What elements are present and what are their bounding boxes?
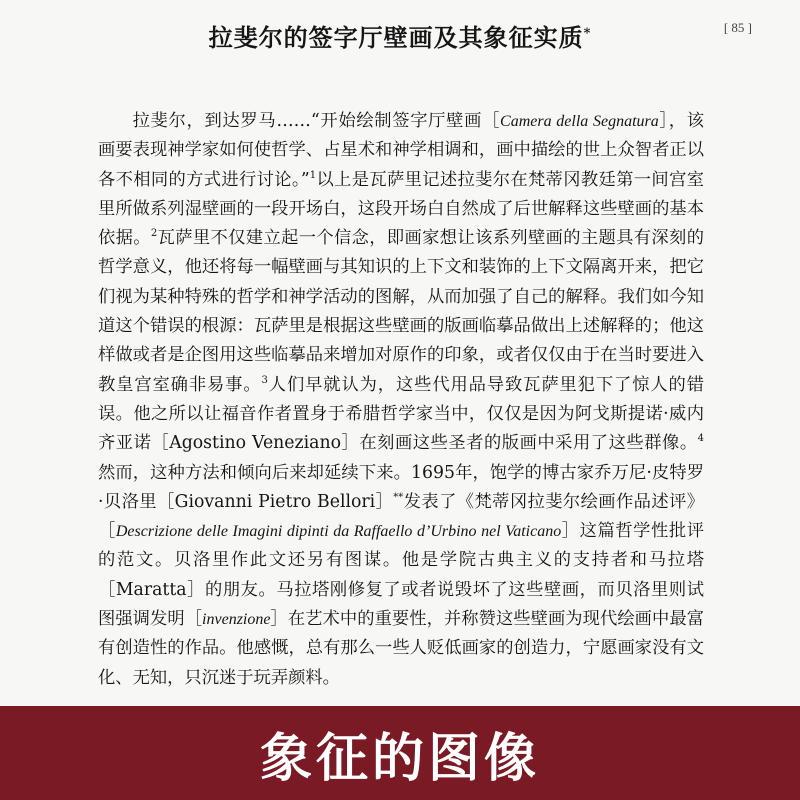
italic-term: Camera della Segnatura bbox=[500, 113, 659, 130]
footnote-ref: ** bbox=[393, 492, 404, 504]
article-body bbox=[98, 107, 704, 693]
text-run: ］这篇哲学性批评的范文。贝洛里作此文还另有图谋。他是学院古典主义的支持者和马拉塔［Maratta］的朋友。马拉塔刚修复了或者说毁坏了这些壁画，而贝洛里则试图强调发明［ bbox=[98, 521, 704, 630]
text-run: 以上是瓦萨里记述拉斐尔在梵蒂冈教廷第一间宫室里所做系列湿壁画的一段开场白，这段开场白自然成了后世解释这些壁画的基本依据。 bbox=[98, 169, 704, 249]
article-paragraph bbox=[98, 107, 704, 693]
italic-term: invenzione bbox=[202, 611, 271, 629]
text-run: 人们早就认为，这些代用品导致瓦萨里犯下了惊人的错误。他之所以让福音作者置身于希腊哲学家当中，仅仅是因为阿戈斯提诺·威内齐亚诺［Agostino Veneziano］在刻画这些圣者的版画中采用了这些群像。 bbox=[98, 374, 704, 454]
banner-title: 象征的图像 bbox=[259, 728, 540, 789]
title-text: 拉斐尔的签字厅壁画及其象征实质 bbox=[208, 23, 584, 52]
page-number: [ 85 ] bbox=[723, 20, 752, 35]
footnote-ref: 3 bbox=[261, 374, 268, 386]
italic-term: Descrizione delle Imagini dipinti da Raffaello d’Urbino nel Vaticano bbox=[115, 523, 562, 541]
text-run: ］，该画要表现神学家如何使哲学、占星术和神学相调和，画中描绘的世上众智者正以各不相同的方式进行讨论。” bbox=[98, 111, 704, 190]
text-run: 发表了《梵蒂冈拉斐尔绘画作品述评》［ bbox=[98, 491, 704, 542]
footnote-ref: 1 bbox=[309, 169, 317, 181]
bottom-banner bbox=[0, 706, 800, 800]
footnote-ref: 4 bbox=[697, 433, 704, 445]
text-run: ］在艺术中的重要性，并称赞这些壁画为现代绘画中最富有创造性的作品。他感慨，总有那么一些人贬低画家的创造力，宁愿画家没有文化、无知，只沉迷于玩弄颜料。 bbox=[98, 609, 704, 688]
page-title bbox=[0, 18, 800, 53]
text-run: 拉斐尔，到达罗马……“开始绘制签字厅壁画［ bbox=[132, 111, 501, 131]
footnote-ref: 2 bbox=[150, 228, 158, 240]
title-footnote-mark: * bbox=[583, 26, 592, 41]
text-run: 瓦萨里不仅建立起一个信念，即画家想让该系列壁画的主题具有深刻的哲学意义，他还将每一幅壁画与其知识的上下文和装饰的上下文隔离开来，把它们视为某种特殊的哲学和神学活动的图解，从而加强了自己的解释。我们如今知道这个错误的根源：瓦萨里是根据这些壁画的版画临摹品做出上述解释的；他这样做或者是企图用这些临摹品来增加对原作的印象，或者仅仅由于在当时要进入教皇宫室确非易事。 bbox=[98, 228, 704, 395]
text-run: 然而，这种方法和倾向后来却延续下来。1695年，饱学的博古家乔万尼·皮特罗·贝洛里［Giovanni Pietro Bellori］ bbox=[98, 462, 704, 512]
